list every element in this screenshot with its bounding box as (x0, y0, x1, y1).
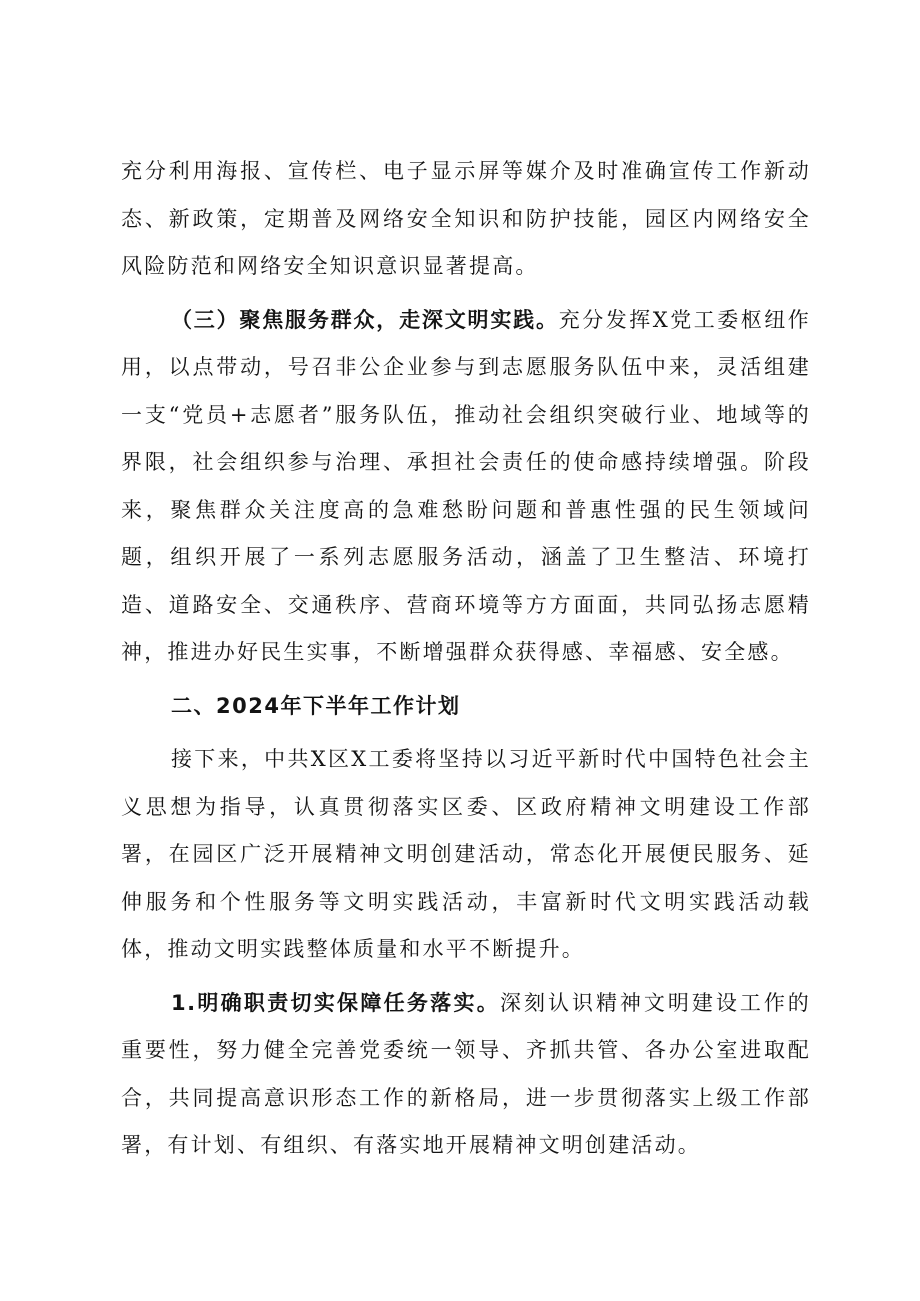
paragraph-plan-text: 接下来，中共X区X工委将坚持以习近平新时代中国特色社会主义思想为指导，认真贯彻落实区委、区政府精神文明建设工作部署，在园区广泛开展精神文明创建活动，常态化开展便民服务、延伸服务和个性服务等文明实践活动，丰富新时代文明实践活动载体，推动文明实践整体质量和水平不断提升。 (121, 747, 811, 961)
section-3-heading: （三）聚焦服务群众，走深文明实践。 (171, 307, 559, 332)
paragraph-plan (121, 736, 811, 974)
paragraph-item-1 (121, 980, 811, 1170)
section-heading-2: 二、2024年下半年工作计划 (171, 693, 461, 718)
paragraph-continued (121, 148, 811, 291)
paragraph-continued-text: 充分利用海报、宣传栏、电子显示屏等媒介及时准确宣传工作新动态、新政策，定期普及网络安全知识和防护技能，园区内网络安全风险防范和网络安全知识意识显著提高。 (121, 159, 811, 278)
document-body (121, 148, 811, 1170)
item-1-body: 深刻认识精神文明建设工作的重要性，努力健全完善党委统一领导、齐抓共管、各办公室进取配合，共同提高意识形态工作的新格局，进一步贯彻落实上级工作部署，有计划、有组织、有落实地开展精神文明创建活动。 (121, 990, 811, 1157)
item-1-heading: 1.明确职责切实保障任务落实。 (171, 990, 501, 1015)
section-3-body: 充分发挥X党工委枢纽作用，以点带动，号召非公企业参与到志愿服务队伍中来，灵活组建一支“党员+志愿者”服务队伍，推动社会组织突破行业、地域等的界限，社会组织参与治理、承担社会责任的使命感持续增强。阶段来，聚焦群众关注度高的急难愁盼问题和普惠性强的民生领域问题，组织开展了一系列志愿服务活动，涵盖了卫生整洁、环境打造、道路安全、交通秩序、营商环境等方方面面，共同弘扬志愿精神，推进办好民生实事，不断增强群众获得感、幸福感、安全感。 (121, 307, 812, 664)
paragraph-section-3 (121, 297, 811, 677)
